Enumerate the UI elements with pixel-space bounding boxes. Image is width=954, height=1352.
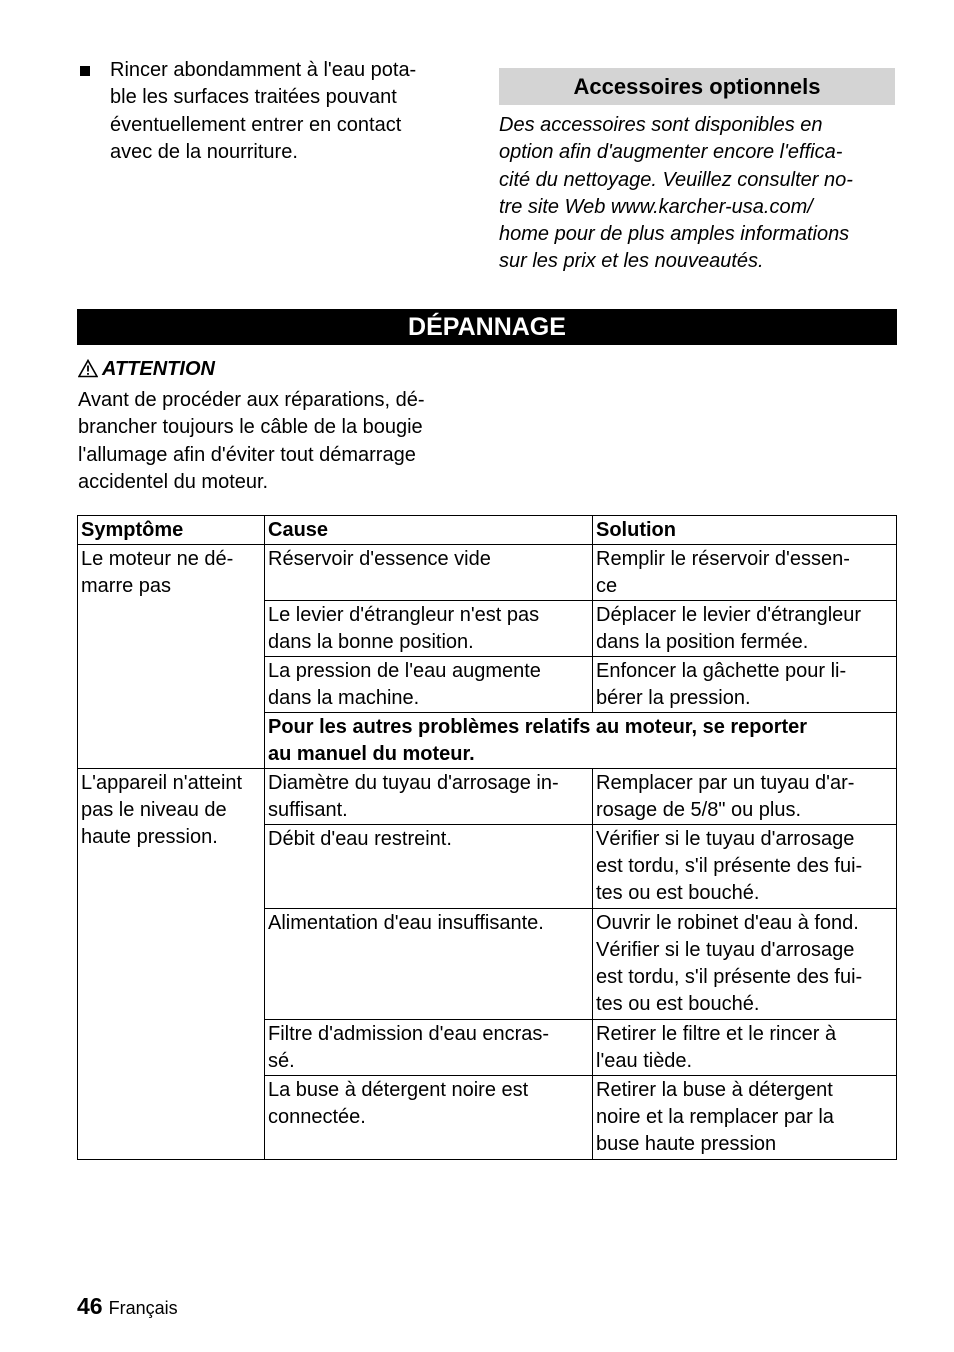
cell-line: La pression de l'eau augmente [268,660,541,682]
cell-line: buse haute pression [596,1133,777,1155]
warning-triangle-icon [78,356,102,378]
cell-line: tes ou est bouché. [596,882,760,904]
solution-cell [593,1020,897,1076]
cell-line: L'appareil n'atteint [81,772,243,794]
solution-cell [593,1076,897,1160]
table-row [78,769,897,825]
text-line: brancher toujours le câble de la bougie [78,416,423,439]
text-line: éventuellement entrer en contact [110,113,402,136]
text-line: accidentel du moteur. [78,470,269,493]
text-line: tre site Web www.karcher-usa.com/ [499,195,813,218]
cause-cell [265,657,593,713]
troubleshooting-table [77,515,897,1160]
cell-line: suffisant. [268,799,348,821]
cause-cell [265,1076,593,1160]
solution-cell [593,657,897,713]
cell-line: Déplacer le levier d'étrangleur [596,604,862,626]
cell-line: Débit d'eau restreint. [268,828,452,850]
cell-line: l'eau tiède. [596,1050,693,1072]
cell-line: bérer la pression. [596,687,751,709]
cell-line: pas le niveau de [81,799,227,821]
cell-line: Alimentation d'eau insuffisante. [268,912,544,934]
cell-line: dans la machine. [268,687,420,709]
cell-line: dans la bonne position. [268,631,474,653]
page-language: Français [108,1298,178,1318]
cause-cell [265,1020,593,1076]
text-line: Avant de procéder aux réparations, dé- [78,389,425,411]
header-symptom: Symptôme [78,516,265,545]
cell-line: Enfoncer la gâchette pour li- [596,660,847,682]
cause-cell [265,909,593,1020]
text-line: sur les prix et les nouveautés. [499,250,764,273]
text-line: Des accessoires sont disponibles en [499,114,823,136]
cell-line: Ouvrir le robinet d'eau à fond. [596,912,859,934]
cell-line: au manuel du moteur. [268,743,475,765]
text-line: option afin d'augmenter encore l'effica- [499,141,843,164]
page-footer [77,1292,178,1324]
cell-line: Filtre d'admission d'eau encras- [268,1023,550,1045]
section-title: DÉPANNAGE [77,309,897,345]
cell-line: ce [596,575,618,597]
cell-line: connectée. [268,1106,366,1128]
cell-line: Le levier d'étrangleur n'est pas [268,604,540,626]
warning-text [78,387,498,496]
text-line: ble les surfaces traitées pouvant [110,86,397,109]
solution-cell [593,545,897,601]
warning-heading [78,356,215,382]
cause-cell [265,769,593,825]
cell-line: marre pas [81,575,172,597]
page-number: 46 [77,1293,103,1319]
bullet-text [110,57,480,166]
text-line: cité du nettoyage. Veuillez consulter no- [499,168,853,191]
cell-line: Remplir le réservoir d'essen- [596,548,850,570]
cell-line: La buse à détergent noire est [268,1079,529,1101]
cell-line: Diamètre du tuyau d'arrosage in- [268,772,559,794]
cell-line: dans la position fermée. [596,631,809,653]
symptom-cell [78,769,265,1160]
text-line: l'allumage afin d'éviter tout démarrage [78,443,416,466]
accessories-text [499,112,899,276]
solution-cell [593,909,897,1020]
bullet-square-icon [80,66,90,76]
accessories-heading: Accessoires optionnels [499,68,895,105]
cell-line: Remplacer par un tuyau d'ar- [596,772,855,794]
symptom-cell [78,545,265,769]
cell-line: sé. [268,1050,295,1072]
cell-line: Pour les autres problèmes relatifs au moteur, se reporter [268,716,808,738]
table-row [78,545,897,601]
cell-line: noire et la remplacer par la [596,1106,834,1128]
note-cell [265,713,897,769]
cause-cell [265,545,593,601]
cell-line: Réservoir d'essence vide [268,548,491,570]
text-line: avec de la nourriture. [110,140,298,163]
cell-line: Retirer le filtre et le rincer à [596,1023,837,1045]
cell-line: est tordu, s'il présente des fui- [596,855,863,877]
cell-line: rosage de 5/8" ou plus. [596,799,802,821]
cell-line: Le moteur ne dé- [81,548,234,570]
solution-cell [593,769,897,825]
warning-label: ATTENTION [102,358,215,380]
cell-line: Vérifier si le tuyau d'arrosage [596,939,855,961]
solution-cell [593,601,897,657]
cell-line: haute pression. [81,826,218,848]
header-solution: Solution [593,516,897,545]
text-line: Rincer abondamment à l'eau pota- [110,59,417,81]
cell-line: est tordu, s'il présente des fui- [596,966,863,988]
cause-cell [265,825,593,909]
cell-line: tes ou est bouché. [596,993,760,1015]
cell-line: Vérifier si le tuyau d'arrosage [596,828,855,850]
cell-line: Retirer la buse à détergent [596,1079,833,1101]
table-header-row [78,516,897,545]
solution-cell [593,825,897,909]
cause-cell [265,601,593,657]
text-line: home pour de plus amples informations [499,223,850,246]
header-cause: Cause [265,516,593,545]
